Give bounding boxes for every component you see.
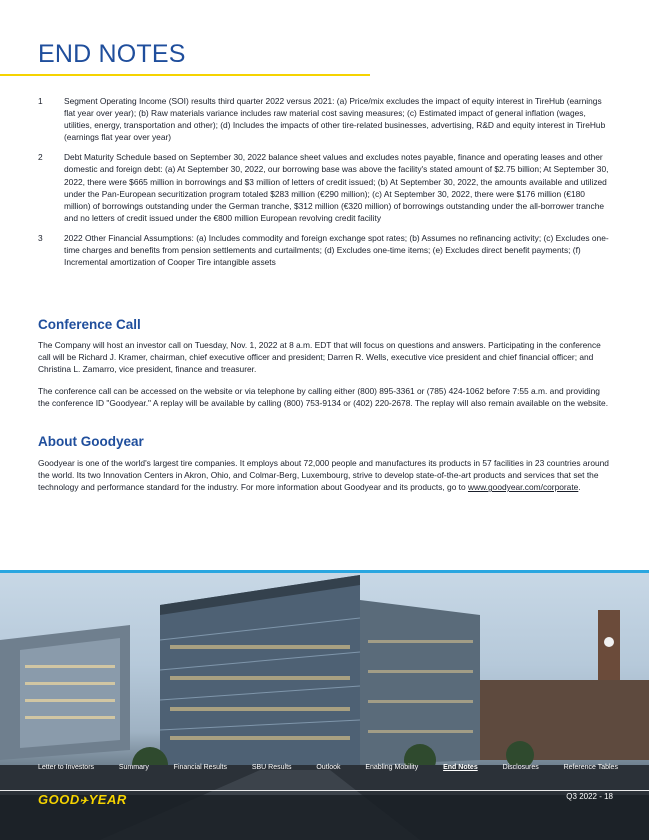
note-3 xyxy=(38,232,613,268)
logo-text-left: GOOD xyxy=(38,792,80,807)
note-text: 2022 Other Financial Assumptions: (a) Includes commodity and foreign exchange spot rates; (b) Assumes no refinancing activity; (c) Excludes one-time charges and benefits from pension settlements and curtailments; (d) Excludes one-time items; (e) Excludes direct benefit payments; (f) Incremental amortization of Cooper Tire intangible assets xyxy=(64,232,609,268)
conference-call-heading: Conference Call xyxy=(38,317,141,332)
nav-sbu-results[interactable]: SBU Results xyxy=(251,764,292,771)
footer-navigation xyxy=(38,764,618,771)
nav-summary[interactable]: Summary xyxy=(118,764,149,771)
note-text: Debt Maturity Schedule based on September 30, 2022 balance sheet values and excludes notes payable, finance and operating leases and other domestic and foreign debt: (a) At September 30, 2022, our borrowing base was above the facility's stated amount of $2.75 billion; At September 30, 2022, there were $665 million in borrowings and $3 million of letters of credit issued; (b) At September 30, 2022, the amounts available and utilized under the Pan-European securitization program totaled $283 million (€290 million); (c) At September 30, 2022, there were $176 million (€180 million) of borrowings outstanding under the German tranche, $312 million (€320 million) of borrowings outstanding under the all-borrower tranche and no letters of credit issued under the €800 million European revolving credit facility xyxy=(64,152,609,223)
conference-call-paragraph-2: The conference call can be accessed on the website or via telephone by calling either (800) 895-3361 or (785) 424-1062 before 7:55 a.m. and providing the conference ID "Goodyear." A replay will be available by calling (800) 753-9134 or (402) 220-2678. The replay will also remain available on the website. xyxy=(38,386,609,409)
about-text: Goodyear is one of the world's largest tire companies. It employs about 72,000 people and manufactures its products in 57 facilities in 23 countries around the world. Its two Innovation Centers in Akron, Ohio, and Colmar-Berg, Luxembourg, strive to develop state-of-the-art products and services that set the technology and performance standard for the industry. For more information about Goodyear and its products, go to xyxy=(38,458,609,493)
about-tail: . xyxy=(578,482,581,493)
note-number: 2 xyxy=(38,152,43,163)
about-goodyear-heading: About Goodyear xyxy=(38,434,144,449)
logo-text-right: YEAR xyxy=(88,792,127,807)
page-number: Q3 2022 - 18 xyxy=(566,792,613,801)
nav-enabling-mobility[interactable]: Enabling Mobility xyxy=(365,764,419,771)
note-2 xyxy=(38,151,613,224)
note-text: Segment Operating Income (SOI) results third quarter 2022 versus 2021: (a) Price/mix excludes the impact of equity interest in TireHub (earnings flat year over year); (b) Raw materials variance includes raw material cost saving measures; (c) Estimated impact of general inflation (wages, utilities, energy, transportation and other); (d) Includes the impacts of other tire-related businesses, advertising, R&D and equity interest in TireHub (earnings flat year over year) xyxy=(64,96,606,143)
photo-top-bar xyxy=(0,570,649,573)
end-notes-list xyxy=(38,95,613,276)
note-number: 3 xyxy=(38,232,43,243)
note-number: 1 xyxy=(38,96,43,106)
note-1 xyxy=(38,95,613,143)
page-title: END NOTES xyxy=(38,40,186,68)
nav-end-notes[interactable]: End Notes xyxy=(443,764,478,771)
goodyear-logo xyxy=(38,792,127,807)
nav-letter-to-investors[interactable]: Letter to Investors xyxy=(38,764,95,771)
nav-reference-tables[interactable]: Reference Tables xyxy=(563,764,618,771)
nav-financial-results[interactable]: Financial Results xyxy=(173,764,227,771)
title-rule xyxy=(0,74,370,76)
conference-call-paragraph-1: The Company will host an investor call on Tuesday, Nov. 1, 2022 at 8 a.m. EDT that will focus on questions and answers. Participating in the conference call will be Richard J. Kramer, chairman, chief executive officer and president; Darren R. Wells, executive vice president and chief financial officer; and Christina L. Zamarro, vice president, finance and treasurer. xyxy=(38,340,601,375)
corporate-link[interactable]: www.goodyear.com/corporate xyxy=(468,482,579,493)
wingfoot-icon: ✈ xyxy=(79,796,89,807)
about-goodyear-paragraph xyxy=(38,457,613,493)
nav-outlook[interactable]: Outlook xyxy=(316,764,341,771)
nav-disclosures[interactable]: Disclosures xyxy=(502,764,539,771)
